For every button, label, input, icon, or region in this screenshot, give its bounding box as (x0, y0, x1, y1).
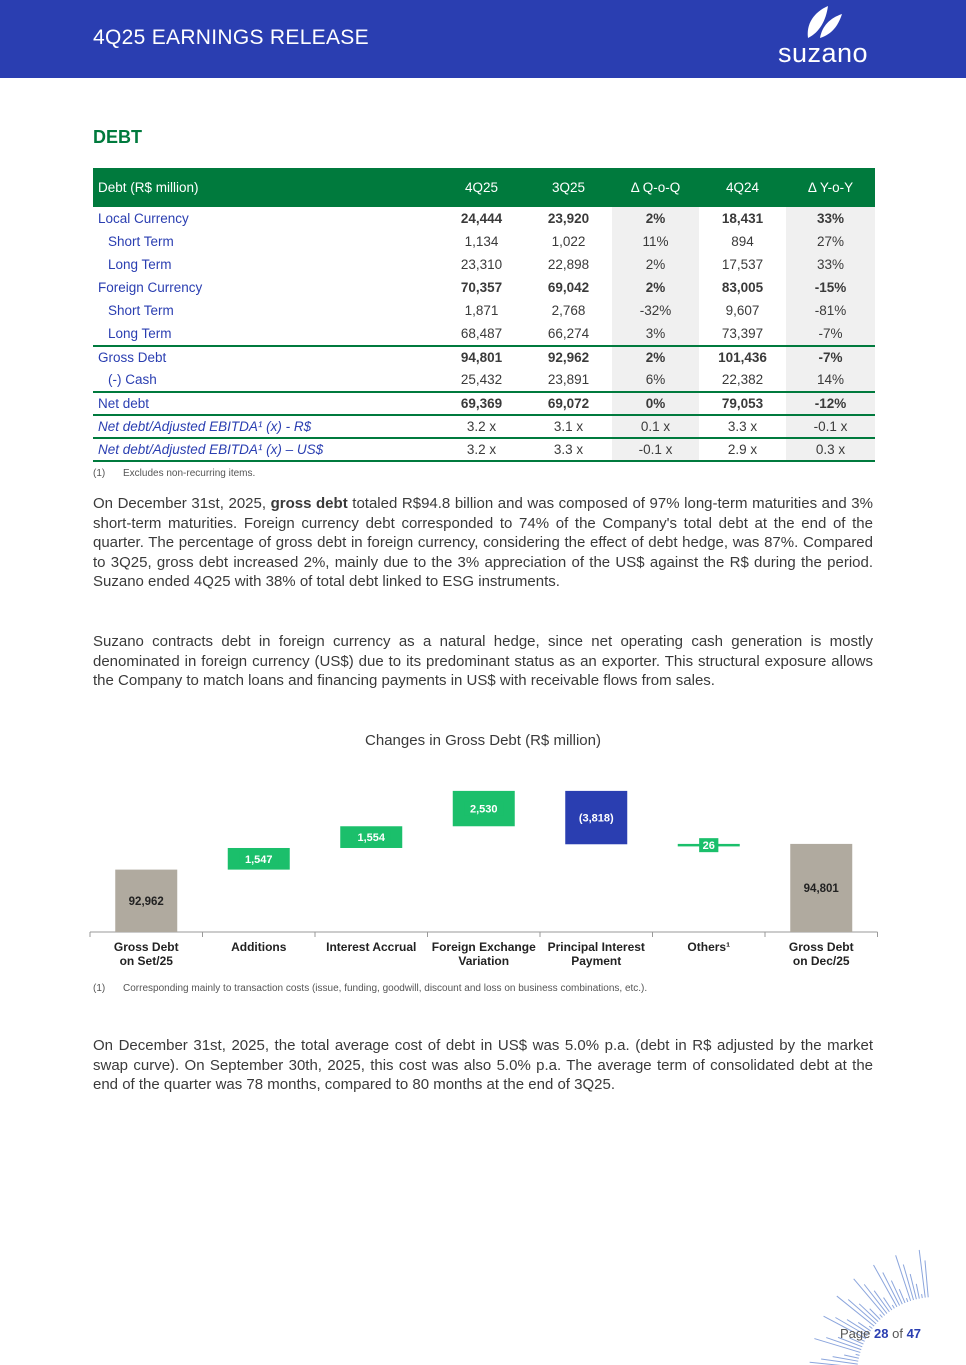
table-cell: 73,397 (721, 326, 764, 342)
table-cell: 23,920 (547, 211, 590, 227)
row-label: Gross Debt (93, 346, 438, 369)
data-label: 26 (702, 840, 715, 853)
table-cell: 11% (612, 230, 699, 253)
table-cell: 1,871 (464, 303, 499, 319)
suzano-logo (768, 2, 878, 74)
table-cell: -7% (786, 346, 875, 369)
footnote-text: Excludes non-recurring items. (123, 468, 256, 479)
table-cell: 70,357 (460, 280, 503, 296)
sunburst-ray (856, 1354, 860, 1355)
section-title: DEBT (93, 127, 142, 147)
x-tick-label: Gross Debt (113, 940, 179, 954)
row-label: Long Term (108, 257, 172, 273)
x-tick-label: on Set/25 (119, 954, 173, 968)
table-cell: 3.2 x (438, 415, 525, 438)
x-tick-label: on Dec/25 (792, 954, 850, 968)
x-tick-label: Payment (571, 954, 622, 968)
table-cell: 68,487 (460, 326, 503, 342)
sunburst-ray (899, 1289, 905, 1303)
table-cell: 33% (786, 253, 875, 276)
table-row (93, 253, 875, 276)
page-number (840, 1326, 921, 1341)
row-label: Short Term (108, 303, 174, 319)
table-cell: -0.1 x (786, 415, 875, 438)
column-header: Δ Y-o-Y (786, 168, 875, 207)
chart-title: Changes in Gross Debt (R$ million) (365, 732, 601, 749)
x-tick-label: Variation (458, 954, 510, 968)
row-label: Foreign Currency (98, 280, 203, 296)
column-header: Δ Q-o-Q (612, 168, 699, 207)
page-of-label: of (892, 1326, 903, 1341)
table-cell: 23,891 (525, 369, 612, 392)
table-cell: 2.9 x (699, 438, 786, 461)
table-footnote (93, 468, 255, 479)
row-label: Net debt/Adjusted EBITDA¹ (x) - R$ (93, 415, 438, 438)
page-header (0, 0, 966, 78)
page-label: Page (840, 1326, 871, 1341)
paragraph-text: totaled R$94.8 billion and was composed of 97% long-term maturities and 3% short-term maturities. Foreign currency debt corresponded to 74% of the Company's total debt at the end of the quarter. The percentage of gross debt in foreign currency, considering the effect of debt hedge, was 87%. Compared to 3Q25, gross debt increased 2%, mainly due to the 3% appreciation of the US$ against the R$ during the period. Suzano ended 4Q25 with 38% of total debt linked to ESG instruments. (93, 495, 873, 590)
sunburst-ray (864, 1284, 887, 1313)
table-row (93, 415, 875, 438)
table-row (93, 392, 875, 415)
table-row (93, 299, 875, 322)
x-tick-label: Foreign Exchange (431, 940, 536, 954)
row-label: Short Term (108, 234, 174, 250)
table-cell: -81% (786, 299, 875, 322)
paragraph-gross-debt (93, 494, 873, 592)
sunburst-ray (919, 1250, 925, 1298)
table-cell: 24,444 (460, 211, 503, 227)
table-cell: 27% (786, 230, 875, 253)
paragraph-hedge: Suzano contracts debt in foreign currency as a natural hedge, since net operating cash generation is mostly denominated in foreign currency (US$) due to its predominant status as an exporter. This structural exposure allows the Company to match loans and financing payments in US$ with receivable flows from sales. (93, 633, 873, 689)
sunburst-ray (874, 1291, 889, 1312)
table-cell: 2% (612, 276, 699, 299)
table-row (93, 346, 875, 369)
table-cell: 17,537 (721, 257, 764, 273)
footnote-number: (1) (93, 468, 106, 479)
data-label: 1,554 (357, 832, 386, 845)
table-cell: 69,072 (525, 392, 612, 415)
table-cell: 69,369 (438, 392, 525, 415)
sunburst-ray (884, 1298, 892, 1310)
table-cell: 0.3 x (786, 438, 875, 461)
table-cell: 1,022 (551, 234, 586, 250)
table-cell: 2% (612, 253, 699, 276)
table-cell: 23,310 (460, 257, 503, 273)
table-cell: -15% (786, 276, 875, 299)
sunburst-ray (870, 1309, 881, 1320)
table-cell: 3% (612, 322, 699, 345)
table-cell: -32% (612, 299, 699, 322)
table-cell: -7% (786, 322, 875, 345)
sunburst-ray (906, 1298, 907, 1302)
table-cell: 79,053 (699, 392, 786, 415)
sunburst-ray (892, 1305, 894, 1308)
column-header: 3Q25 (525, 168, 612, 207)
table-cell: 22,898 (547, 257, 590, 273)
sunburst-ray (854, 1279, 885, 1316)
footnote-text: Corresponding mainly to transaction costs (issue, funding, goodwill, discount and loss on business combinations, etc.). (123, 983, 648, 994)
table-row (93, 276, 875, 299)
table-cell: 3.3 x (699, 415, 786, 438)
decorative-sunburst-graphic (760, 1225, 966, 1365)
x-tick-label: Gross Debt (788, 940, 854, 954)
row-label: Local Currency (98, 211, 189, 227)
table-cell: 14% (786, 369, 875, 392)
sunburst-ray (925, 1260, 928, 1297)
table-cell: 22,382 (699, 369, 786, 392)
data-label: 2,530 (469, 803, 498, 816)
x-tick-label: Additions (231, 940, 287, 954)
sunburst-ray (859, 1304, 878, 1322)
sunburst-ray (844, 1355, 859, 1358)
debt-table (93, 168, 875, 462)
table-cell: 3.1 x (525, 415, 612, 438)
sunburst-ray (916, 1284, 919, 1299)
table-cell: 83,005 (721, 280, 764, 296)
table-cell: 2,768 (551, 303, 586, 319)
row-label: (-) Cash (93, 369, 438, 392)
header-title: 4Q25 EARNINGS RELEASE (93, 26, 369, 49)
logo-text: suzano (777, 38, 869, 68)
table-row (93, 230, 875, 253)
table-cell: 894 (731, 234, 754, 250)
paragraph-cost-of-debt: On December 31st, 2025, the total average cost of debt in US$ was 5.0% p.a. (debt in R$ adjusted by the market swap curve). On September 30th, 2025, this cost was also 5.0% p.a. The average term of consolidated debt at the end of the quarter was 78 months, compared to 80 months at the end of 3Q25. (93, 1037, 873, 1093)
column-header: Debt (R$ million) (93, 168, 438, 207)
column-header: 4Q24 (699, 168, 786, 207)
row-label: Net debt (93, 392, 438, 415)
table-row (93, 438, 875, 461)
table-cell: -0.1 x (612, 438, 699, 461)
table-cell: 2% (612, 346, 699, 369)
current-page: 28 (874, 1326, 889, 1341)
table-header-row (93, 168, 875, 207)
data-label: 94,801 (803, 882, 839, 895)
chart-footnote (93, 983, 647, 994)
table-cell: 94,801 (438, 346, 525, 369)
table-cell: 9,607 (725, 303, 760, 319)
row-label: Net debt/Adjusted EBITDA¹ (x) – US$ (93, 438, 438, 461)
table-cell: 3.2 x (438, 438, 525, 461)
x-tick-label: Others¹ (687, 940, 731, 954)
table-cell: 69,042 (547, 280, 590, 296)
table-row (93, 369, 875, 392)
table-cell: 1,134 (464, 234, 499, 250)
data-label: 1,547 (244, 853, 273, 866)
table-cell: 3.3 x (525, 438, 612, 461)
column-header: 4Q25 (438, 168, 525, 207)
x-tick-label: Principal Interest (547, 940, 645, 954)
leaf-icon (768, 2, 878, 42)
data-label: (3,818) (578, 812, 614, 825)
table-cell: 0.1 x (612, 415, 699, 438)
total-pages: 47 (906, 1326, 922, 1341)
table-cell: 66,274 (547, 326, 590, 342)
table-cell: 2% (612, 207, 699, 230)
table-row (93, 322, 875, 345)
table-cell: 6% (612, 369, 699, 392)
data-label: 92,962 (128, 895, 164, 908)
sunburst-ray (922, 1294, 923, 1298)
paragraph-text: On December 31st, 2025, (93, 495, 271, 512)
table-cell: 33% (786, 207, 875, 230)
sunburst-ray (910, 1274, 916, 1299)
table-cell: 18,431 (721, 211, 764, 227)
table-row (93, 207, 875, 230)
table-cell: 0% (612, 392, 699, 415)
sunburst-ray (880, 1314, 883, 1317)
paragraph-bold-text: gross debt (270, 495, 348, 512)
table-cell: 92,962 (525, 346, 612, 369)
table-cell: 25,432 (438, 369, 525, 392)
table-cell: 101,436 (699, 346, 786, 369)
gross-debt-waterfall-chart (85, 760, 880, 975)
row-label: Long Term (108, 326, 172, 342)
table-cell: -12% (786, 392, 875, 415)
x-tick-label: Interest Accrual (326, 940, 417, 954)
footnote-number: (1) (93, 983, 106, 994)
